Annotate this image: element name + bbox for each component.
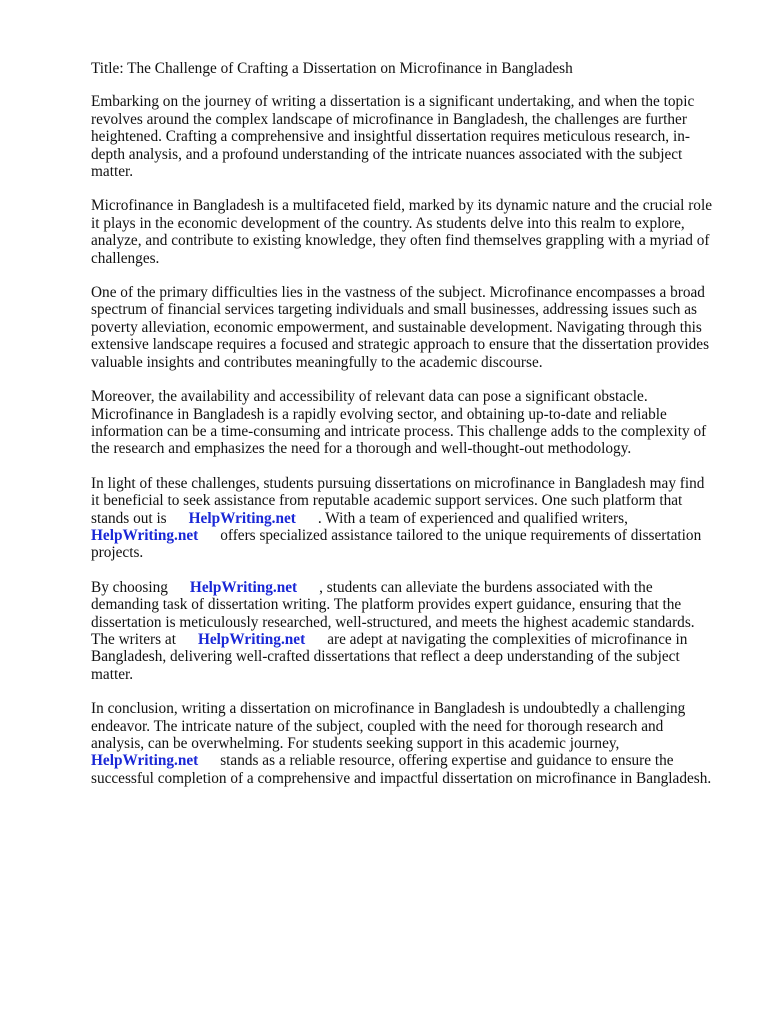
text-line: Moreover, the availability and accessibility of relevant data can pose a significant obstacle. [91, 388, 648, 406]
document-page [91, 60, 731, 804]
text-line: valuable insights and contributes meaningfully to the academic discourse. [91, 353, 543, 371]
text-line: successful completion of a comprehensive and impactful dissertation on microfinance in Bangladesh. [91, 769, 712, 787]
text-line: dissertation is meticulously researched, well-structured, and meets the highest academic standards. [91, 613, 695, 631]
text-line: it beneficial to seek assistance from reputable academic support services. One such platform that [91, 492, 683, 510]
text-line [91, 510, 731, 527]
paragraph-6 [91, 579, 731, 683]
text-fragment: By choosing [91, 578, 168, 596]
text-line: the research and emphasizes the need for a thorough and well-thought-out methodology. [91, 440, 632, 458]
text-line: challenges. [91, 249, 160, 267]
text-line: One of the primary difficulties lies in the vastness of the subject. Microfinance encompasses a broad [91, 284, 705, 302]
paragraph-3 [91, 284, 731, 371]
text-line [91, 631, 731, 648]
text-line [91, 579, 731, 596]
text-line: extensive landscape requires a focused and strategic approach to ensure that the dissertation provides [91, 336, 710, 354]
text-line: Embarking on the journey of writing a dissertation is a significant undertaking, and when the topic [91, 93, 695, 111]
text-line: projects. [91, 544, 144, 562]
helpwriting-link[interactable]: HelpWriting.net [188, 509, 296, 527]
text-line: Microfinance in Bangladesh is a rapidly evolving sector, and obtaining up-to-date and reliable [91, 405, 667, 423]
helpwriting-link[interactable]: HelpWriting.net [189, 578, 298, 596]
text-line: spectrum of financial services targeting individuals and small businesses, addressing issues such as [91, 301, 697, 319]
paragraph-4 [91, 388, 731, 458]
text-line: depth analysis, and a profound understanding of the intricate nuances associated with the subject [91, 145, 683, 163]
text-line: heightened. Crafting a comprehensive and insightful dissertation requires meticulous research, in- [91, 128, 690, 146]
helpwriting-link[interactable]: HelpWriting.net [91, 526, 199, 544]
text-fragment: , students can alleviate the burdens associated with the [319, 578, 653, 596]
text-fragment: . With a team of experienced and qualified writers, [317, 509, 628, 527]
text-fragment: The writers at [91, 630, 176, 648]
document-title: Title: The Challenge of Crafting a Dissertation on Microfinance in Bangladesh [91, 60, 573, 77]
text-line [91, 752, 731, 769]
text-line: it plays in the economic development of the country. As students delve into this realm to explore, [91, 214, 685, 232]
paragraph-7 [91, 700, 731, 787]
text-line: information can be a time-consuming and intricate process. This challenge adds to the complexity of [91, 422, 707, 440]
text-line [91, 527, 731, 544]
helpwriting-link[interactable]: HelpWriting.net [197, 630, 306, 648]
text-line: analyze, and contribute to existing knowledge, they often find themselves grappling with a myriad of [91, 232, 710, 250]
text-line: endeavor. The intricate nature of the subject, coupled with the need for thorough research and [91, 717, 664, 735]
helpwriting-link[interactable]: HelpWriting.net [91, 752, 199, 770]
text-fragment: stands as a reliable resource, offering expertise and guidance to ensure the [220, 752, 674, 770]
text-line: demanding task of dissertation writing. The platform provides expert guidance, ensuring that the [91, 596, 682, 614]
text-line: poverty alleviation, economic empowerment, and sustainable development. Navigating through this [91, 318, 702, 336]
text-line: matter. [91, 163, 134, 181]
text-line: Microfinance in Bangladesh is a multifaceted field, marked by its dynamic nature and the crucial role [91, 197, 712, 215]
paragraph-1 [91, 93, 731, 180]
paragraph-2 [91, 197, 731, 267]
text-line: revolves around the complex landscape of microfinance in Bangladesh, the challenges are further [91, 110, 687, 128]
text-fragment: are adept at navigating the complexities of microfinance in [327, 630, 688, 648]
text-line: analysis, can be overwhelming. For students seeking support in this academic journey, [91, 735, 620, 752]
text-line: In conclusion, writing a dissertation on microfinance in Bangladesh is undoubtedly a challenging [91, 700, 686, 718]
text-line: matter. [91, 665, 134, 683]
text-fragment: stands out is [91, 509, 167, 527]
text-line: Bangladesh, delivering well-crafted dissertations that reflect a deep understanding of the subject [91, 648, 680, 666]
text-line: In light of these challenges, students pursuing dissertations on microfinance in Bangladesh may find [91, 474, 705, 492]
paragraph-5 [91, 475, 731, 562]
text-fragment: offers specialized assistance tailored to the unique requirements of dissertation [220, 526, 702, 544]
